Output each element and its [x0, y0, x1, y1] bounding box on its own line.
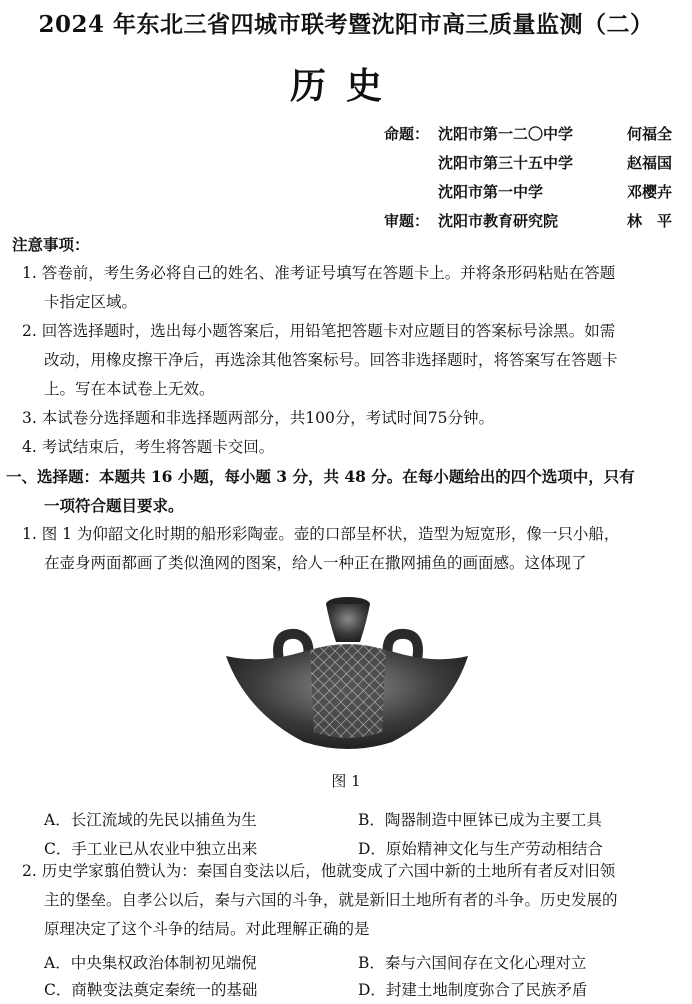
- staff-role: 审题：: [384, 212, 430, 230]
- option-a: A．中央集权政治体制初见端倪: [44, 954, 257, 972]
- staff-name: 邓樱卉: [627, 183, 673, 201]
- staff-row: [384, 181, 684, 210]
- question-text: 在壶身两面都画了类似渔网的图案，给人一种正在撒网捕鱼的画面感。这体现了: [44, 554, 587, 572]
- staff-role: 命题：: [384, 125, 430, 143]
- staff-school: 沈阳市第三十五中学: [438, 154, 574, 172]
- option-d: D．原始精神文化与生产劳动相结合: [358, 840, 603, 858]
- question-text: 2. 历史学家翦伯赞认为：秦国自变法以后，他就变成了六国中新的土地所有者反对旧领: [22, 862, 616, 880]
- pottery-pot-image: [222, 594, 472, 759]
- note-line: 4. 考试结束后，考生将答题卡交回。: [22, 438, 275, 456]
- option-d: D．封建土地制度弥合了民族矛盾: [358, 981, 588, 999]
- note-line: 3. 本试卷分选择题和非选择题两部分，共100分，考试时间75分钟。: [22, 409, 495, 427]
- subject-title: 历史: [289, 65, 402, 107]
- option-c: C．手工业已从农业中独立出来: [44, 840, 258, 858]
- staff-row: [384, 210, 684, 239]
- note-line: 上。写在本试卷上无效。: [44, 380, 215, 398]
- staff-school: 沈阳市第一二〇中学: [438, 125, 574, 143]
- option-a: A．长江流域的先民以捕鱼为生: [44, 811, 257, 829]
- note-line: 1. 答卷前，考生务必将自己的姓名、准考证号填写在答题卡上。并将条形码粘贴在答题: [22, 264, 616, 282]
- figure-caption: 图 1: [331, 772, 361, 790]
- section-heading: 一项符合题目要求。: [44, 496, 184, 515]
- question-text: 原理决定了这个斗争的结局。对此理解正确的是: [44, 920, 370, 938]
- staff-school: 沈阳市教育研究院: [438, 212, 559, 230]
- staff-name: 何福全: [627, 125, 673, 143]
- note-line: 2. 回答选择题时，选出每小题答案后，用铅笔把答题卡对应题目的答案标号涂黑。如需: [22, 322, 616, 340]
- option-c: C．商鞅变法奠定秦统一的基础: [44, 981, 258, 999]
- staff-row: [384, 123, 684, 152]
- option-b: B．陶器制造中匣钵已成为主要工具: [358, 811, 602, 829]
- staff-row: [384, 152, 684, 181]
- exam-title: 2024 年东北三省四城市联考暨沈阳市高三质量监测（二）: [38, 11, 654, 38]
- notes-heading: 注意事项：: [12, 235, 90, 254]
- staff-block: [384, 123, 684, 239]
- question-text: 主的堡垒。自孝公以后，秦与六国的斗争，就是新旧土地所有者的斗争。历史发展的: [44, 891, 618, 909]
- staff-name: 林 平: [627, 212, 673, 230]
- option-b: B．秦与六国间存在文化心理对立: [358, 954, 587, 972]
- section-heading: 一、选择题：本题共 16 小题，每小题 3 分，共 48 分。在每小题给出的四个选项中，只有: [6, 467, 635, 486]
- note-line: 改动，用橡皮擦干净后，再选涂其他答案标号。回答非选择题时，将答案写在答题卡: [44, 351, 618, 369]
- staff-name: 赵福国: [627, 154, 673, 172]
- question-text: 1. 图 1 为仰韶文化时期的船形彩陶壶。壶的口部呈杯状，造型为短宽形，像一只小船，: [22, 525, 620, 543]
- staff-school: 沈阳市第一中学: [438, 183, 544, 201]
- note-line: 卡指定区域。: [44, 293, 138, 311]
